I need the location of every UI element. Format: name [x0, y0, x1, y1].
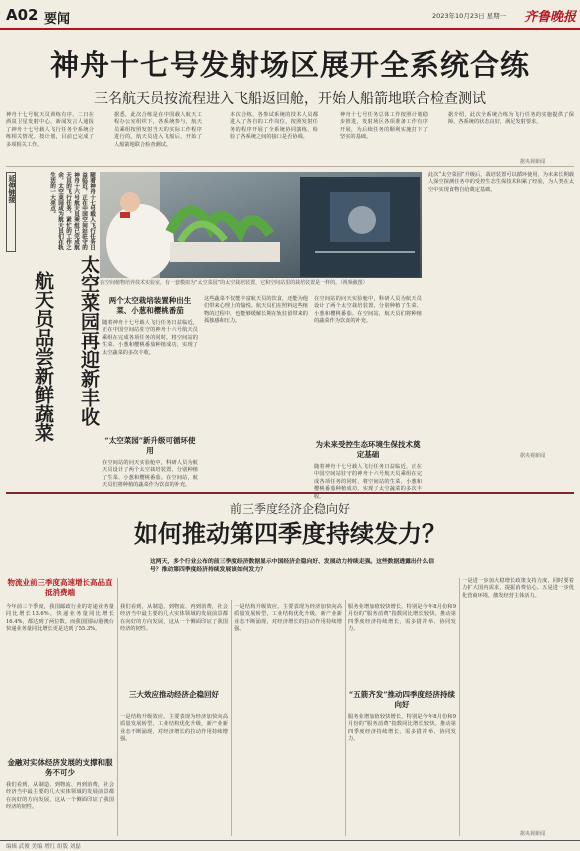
sidebar-text: 随着神舟十七号载人飞行任务日益临近，正在中国空间站驻守的神舟十六号航天员乘组已完成航天员的飞行任务，紧忙的工作之余，太空菜园成为航天员们在轨生活的一大亮点。 — [49, 172, 95, 251]
lead-body-col2: 据悉，此次合练是在中国载人航天工程办公室组织下，各系统参与，航天员乘组按照发射当天的实际工作程序进行的。航天员进入飞船后，开始了人船箭地联合检查测试。 — [114, 112, 202, 148]
issue-date: 2023年10月23日 星期一 — [432, 12, 507, 20]
feature-subhead-2: “太空菜园”新升级可循环使用 — [104, 436, 196, 455]
economy-subhead-mid: 三大效应推动经济企稳回好 — [129, 690, 219, 699]
lead-body-col4: 神舟十七号任务总体工作按照计划稳步推进，发射场区各项准备工作有序开展，为后续任务的顺利实施打下了坚实的基础。 — [340, 112, 428, 141]
economy-body-3b: 一是结构升级效应。主要表现为经济加快向高质量发展转型，工业结构优化升级，新产业新业态不断涌现，对经济增长的拉动作用持续增强。 — [234, 604, 342, 633]
feature-body-d: 在空间站的问天实验舱中，科研人员为航天员设计了两个太空栽培装置，分别种植了生菜、小葱和樱桃番茄。在空间站，航天员们将种植的蔬菜作为饮食的补充。 — [314, 296, 422, 325]
economy-body-4b: 服务业增加值较快增长，特别是今年8月份和9月份的“服务消费”指数同比增长较快。推动第四季度经济持续增长，需多措并举、协同发力。 — [348, 714, 456, 743]
lead-body-col1: 神舟十七号航天员训练有序，二日在酒泉卫星发射中心，新闻发言人通报了神舟十七号载人飞行任务全系统合练相关情况。按计划，目前已完成了多项相关工作。 — [6, 112, 94, 148]
economy-body-5: 一是进一步加大稳增长政策支持力度，同时要着力扩大国内需求，提振消费信心。五是进一步优化营商环境，激发经营主体活力。 — [462, 578, 574, 599]
feature-body-a: 随着神舟十七号载人飞行任务日益临近，正在中国空间站驻守的神舟十六号航天员乘组在完成各项任务的同时，将空间站的生菜、小葱和樱桃番茄种植成功，实现了太空蔬菜的多次丰收。 — [102, 320, 198, 356]
economy-body-3: 一是结构升级效应。主要表现为经济加快向高质量发展转型，工业结构优化升级，新产业新业态不断涌现，对经济增长的拉动作用持续增强。 — [120, 714, 228, 743]
photo-caption: 在空间植物培养技术实验室，有一套模拟为“太空菜园”的太空栽培装置，它和空间站里的栽培装置是一样的。（视频截图） — [100, 280, 368, 286]
lead-right-text: 此次“太空菜园”升级后，栽培装置可以循环使用，为未来长期载人深空探测任务中的受控生态生保技术积累了经验，为人类在太空中实现食物自给奠定基础。 — [428, 172, 574, 193]
feature-body-c: 这些蔬菜不仅能丰富航天员的饮食，还能为他们带来心理上的愉悦。航天员们在照料这些植物的过程中，也能够缓解长期在轨驻留带来的孤独感和压力。 — [204, 296, 308, 325]
paper-logo: 齐鲁晚报 — [524, 10, 577, 25]
page-header — [0, 0, 580, 30]
section-code: A02 — [6, 6, 39, 24]
feature-title-vertical-2: 太空菜园再迎新丰收 — [78, 254, 100, 426]
economy-body-4: 服务业增加值较快增长，特别是今年8月份和9月份的“服务消费”指数同比增长较快。推动第四季度经济持续增长，需多措并举、协同发力。 — [348, 604, 456, 633]
right-credit: 据央视新闻 — [520, 453, 546, 459]
economy-deck: 这两天，多个行业公布的前三季度经济数据显示中国经济企稳向好、发展动力持续走强。这些数据透露出什么信号？推动第四季度经济持续发展该如何发力？ — [150, 559, 435, 573]
feature-subhead-3: 为未来受控生态环境生保技术奠定基础 — [315, 440, 421, 459]
economy-subhead-mid-2: “五箭齐发”推动四季度经济持续向好 — [348, 690, 456, 709]
feature-body-b: 在空间站的问天实验舱中，科研人员为航天员设计了两个太空栽培装置，分别种植了生菜、小葱和樱桃番茄。在空间站，航天员们将种植的蔬菜作为饮食的补充。 — [102, 460, 198, 489]
economy-subhead-left-2: 金融对实体经济发展的支撑和服务不可少 — [7, 758, 113, 777]
divider — [6, 166, 574, 167]
feature-subhead-1: 两个太空栽培装置种出生菜、小葱和樱桃番茄 — [108, 296, 192, 315]
column-rule — [459, 578, 460, 836]
economy-body-1: 今年前三个季度，我国邮政行业的寄递业务量同比增长13.6%，快递业务量同比增长16.4%，都达到了两位数。而我国国际/港澳台快递业务量同比增长更是达到了55.3%。 — [6, 604, 114, 633]
footer-editors: 编辑 武俊 美编 增红 组版 刘磊 — [6, 844, 81, 850]
feature-photo — [100, 172, 422, 278]
lead-subheadline: 三名航天员按流程进入飞船返回舱，开始人船箭地联合检查测试 — [94, 91, 486, 107]
sidebar-label: 延伸链接 — [8, 175, 16, 203]
economy-subhead-left: 物流业前三季度高速增长高品直抵消费端 — [7, 578, 113, 597]
economy-credit: 据央视新闻 — [520, 831, 546, 837]
sidebar-label-box — [6, 172, 16, 252]
economy-headline: 如何推动第四季度持续发力？ — [134, 519, 446, 548]
footer-rule — [0, 840, 580, 841]
section-name: 要闻 — [44, 12, 71, 27]
economy-body-2b: 我们看到，从制造、到物流、再到消费，社会经济当中最主要的几大实体领域的发展前景都在向好的方向发展，这从一个侧面印证了我国经济的韧性。 — [120, 604, 228, 633]
lead-body-col3: 本次合练，各参试系统的技术人员都进入了各自的工作岗位，按照发射任务的程序开展了全系统协同演练，检验了各系统之间的接口是否协调。 — [230, 112, 318, 141]
economy-kicker: 前三季度经济企稳向好 — [229, 502, 350, 516]
column-rule — [345, 600, 346, 836]
economy-body-2: 我们看到，从制造、到物流、再到消费，社会经济当中最主要的几大实体领域的发展前景都在向好的方向发展，这从一个侧面印证了我国经济的韧性。 — [6, 782, 114, 811]
section-divider — [6, 492, 574, 494]
lead-headline: 神舟十七号发射场区展开全系统合练 — [49, 48, 530, 82]
column-rule — [117, 578, 118, 836]
lead-credit: 据央视新闻 — [520, 159, 546, 165]
feature-title-vertical-1: 航天员品尝新鲜蔬菜 — [32, 270, 54, 442]
astronaut-plant-photo — [100, 172, 422, 278]
feature-body-e: 随着神舟十七号载人飞行任务日益临近，正在中国空间站驻守的神舟十六号航天员乘组在完成各项任务的同时，将空间站的生菜、小葱和樱桃番茄种植成功，实现了太空蔬菜的多次丰收。 — [314, 464, 422, 500]
lead-body-col5: 据介绍，此次全系统合练为飞行任务的实施提供了保障，各系统的状态良好，满足发射要求。 — [448, 112, 574, 126]
column-rule — [231, 600, 232, 836]
